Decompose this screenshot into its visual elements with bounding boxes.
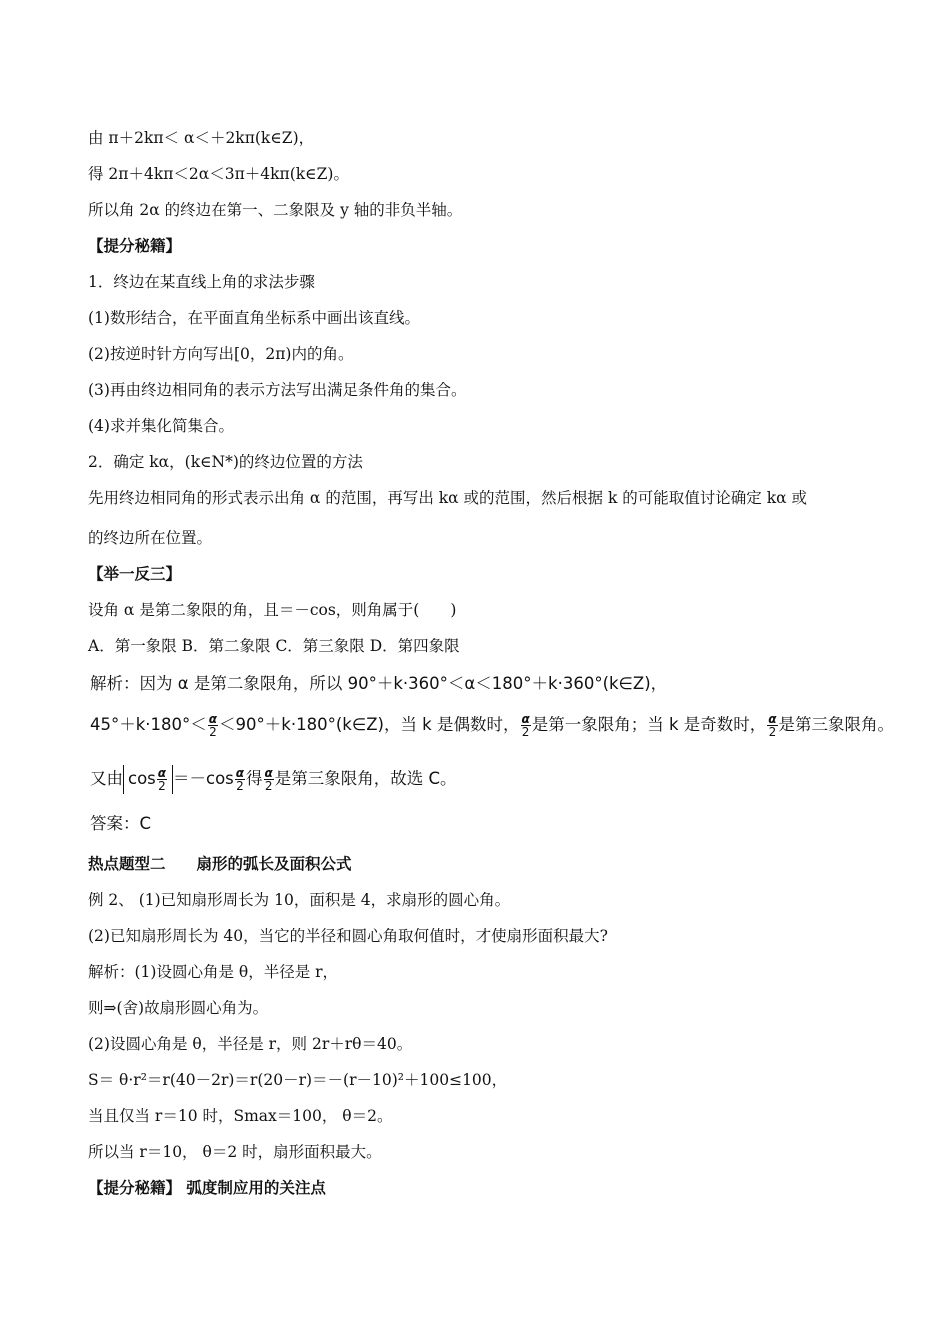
fraction-denominator: 2	[264, 779, 273, 793]
fraction-denominator: 2	[521, 725, 530, 739]
text-line: 例 2、 (1)已知扇形周长为 10，面积是 4，求扇形的圆心角。	[88, 891, 511, 909]
section-label: 【提分秘籍】 弧度制应用的关注点	[88, 1179, 326, 1197]
solution-text: 又由	[90, 769, 123, 788]
solution-text: ＜90°＋k·180°(k∈Z)，当 k 是偶数时，	[219, 715, 520, 734]
fraction	[767, 713, 777, 738]
fraction-denominator: 2	[768, 725, 777, 739]
solution-text: 得	[246, 769, 263, 788]
fraction-numerator: α	[521, 712, 530, 726]
solution-line-3	[90, 762, 890, 800]
fraction	[157, 767, 167, 792]
solution-text: cos	[128, 769, 156, 788]
fraction-numerator: α	[264, 766, 273, 780]
text-line: 的终边所在位置。	[88, 529, 213, 547]
fraction	[208, 713, 218, 738]
text-line: (2)设圆心角是 θ，半径是 r，则 2r＋rθ＝40。	[88, 1035, 413, 1053]
text-line: 解析：(1)设圆心角是 θ，半径是 r，	[88, 963, 339, 981]
fraction	[264, 767, 274, 792]
section-heading: 热点题型二 扇形的弧长及面积公式	[88, 855, 352, 873]
solution-line-2	[90, 710, 895, 744]
text-line: 先用终边相同角的形式表示出角 α 的范围，再写出 kα 或的范围，然后根据 k 的可能取值讨论确定 kα 或	[88, 489, 807, 507]
fraction	[235, 767, 245, 792]
text-line: (2)已知扇形周长为 40，当它的半径和圆心角取何值时，才使扇形面积最大?	[88, 927, 608, 945]
text-line: (1)数形结合，在平面直角坐标系中画出该直线。	[88, 309, 420, 327]
section-label: 【提分秘籍】	[88, 237, 182, 255]
solution-text: 是第三象限角，故选 C。	[274, 769, 457, 788]
solution-text: ＝－cos	[173, 769, 234, 788]
text-line: 2．确定 kα，(k∈N*)的终边位置的方法	[88, 453, 363, 471]
fraction-denominator: 2	[236, 779, 244, 793]
text-line: 1．终边在某直线上角的求法步骤	[88, 273, 315, 291]
solution-text: 45°＋k·180°＜	[90, 715, 207, 734]
text-line: 当且仅当 r＝10 时，Smax＝100， θ＝2。	[88, 1107, 393, 1125]
text-line: 则⇒(舍)故扇形圆心角为。	[88, 999, 269, 1017]
text-line: (3)再由终边相同角的表示方法写出满足条件角的集合。	[88, 381, 467, 399]
question-options: A．第一象限 B．第二象限 C．第三象限 D．第四象限	[88, 637, 460, 655]
solution-text: 是第三象限角。	[778, 715, 895, 734]
fraction	[521, 713, 531, 738]
text-line: 所以角 2α 的终边在第一、二象限及 y 轴的非负半轴。	[88, 201, 463, 219]
fraction-denominator: 2	[158, 779, 166, 793]
text-line: 得 2π＋4kπ＜2α＜3π＋4kπ(k∈Z)。	[88, 165, 349, 183]
solution-line-1: 解析：因为 α 是第二象限角，所以 90°＋k·360°＜α＜180°＋k·360°(k∈Z)，	[90, 674, 668, 693]
fraction-denominator: 2	[209, 725, 217, 739]
absolute-value	[123, 765, 173, 794]
section-label: 【举一反三】	[88, 565, 182, 583]
fraction-numerator: α	[157, 766, 167, 780]
text-line: (4)求并集化简集合。	[88, 417, 234, 435]
answer-line: 答案：C	[90, 814, 152, 833]
question-text: 设角 α 是第二象限的角，且＝－cos，则角属于( )	[88, 601, 457, 619]
fraction-numerator: α	[768, 712, 777, 726]
text-line: 由 π＋2kπ＜ α＜＋2kπ(k∈Z)，	[88, 129, 315, 147]
fraction-numerator: α	[235, 766, 245, 780]
text-line: 所以当 r＝10， θ＝2 时，扇形面积最大。	[88, 1143, 382, 1161]
fraction-numerator: α	[208, 712, 218, 726]
text-line: (2)按逆时针方向写出[0，2π)内的角。	[88, 345, 354, 363]
solution-text: 是第一象限角；当 k 是奇数时，	[531, 715, 767, 734]
text-line: S＝ θ·r²＝r(40－2r)＝r(20－r)＝－(r－10)²＋100≤100，	[88, 1071, 508, 1089]
